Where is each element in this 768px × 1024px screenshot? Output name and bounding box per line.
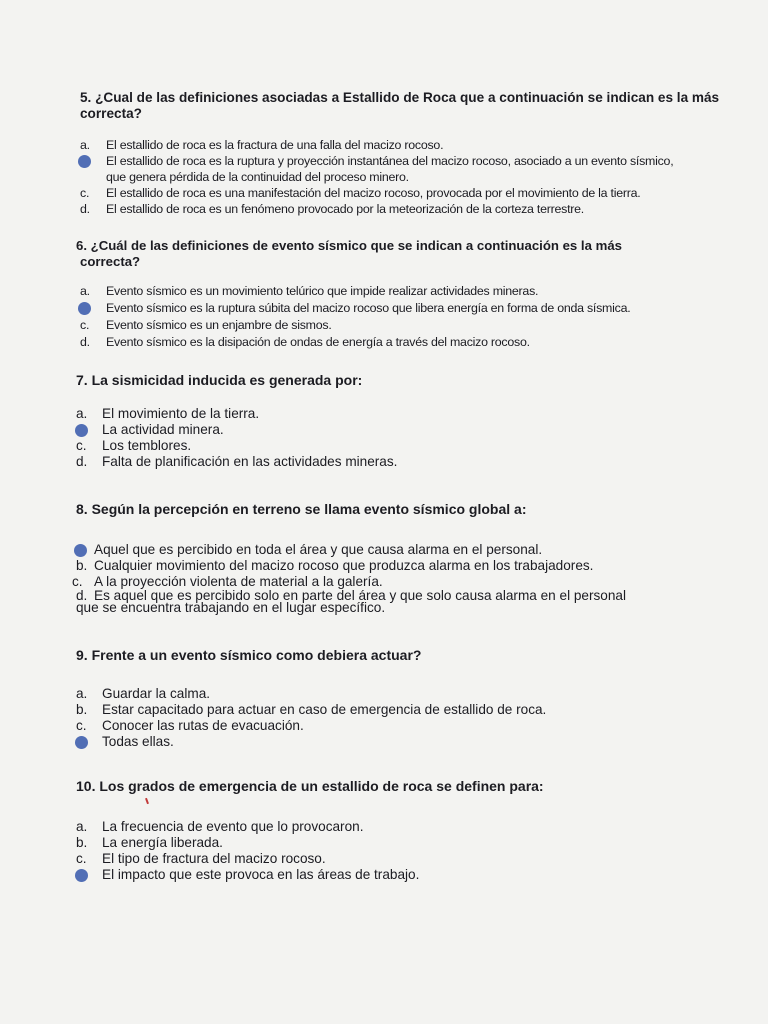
- question-title: [0, 90, 768, 122]
- option-letter: c.: [80, 186, 90, 200]
- option-b[interactable]: [76, 835, 768, 851]
- option-b[interactable]: [76, 702, 768, 718]
- question-5: [0, 90, 768, 217]
- option-a[interactable]: [76, 686, 768, 702]
- option-b[interactable]: [76, 558, 768, 574]
- option-text: Falta de planificación en las actividades mineras.: [102, 454, 398, 469]
- option-text: Aquel que es percibido en toda el área y que causa alarma en el personal.: [94, 542, 543, 557]
- option-text: Cualquier movimiento del macizo rocoso que produzca alarma en los trabajadores.: [94, 558, 594, 573]
- option-text: Evento sísmico es un enjambre de sismos.: [106, 318, 332, 332]
- option-d[interactable]: [80, 201, 768, 217]
- title-line: 6. ¿Cuál de las definiciones de evento sísmico que se indican a continuación es la más: [76, 238, 622, 253]
- options-list: [0, 686, 768, 750]
- option-c[interactable]: [80, 185, 768, 201]
- options-list: [0, 819, 768, 883]
- option-text: La energía liberada.: [102, 835, 223, 850]
- option-text: A la proyección violenta de material a la galería.: [94, 574, 383, 589]
- option-a[interactable]: [80, 137, 768, 153]
- question-7: [0, 371, 768, 470]
- option-b[interactable]: [102, 422, 768, 438]
- option-letter: b.: [76, 558, 88, 573]
- option-d[interactable]: [102, 734, 768, 750]
- option-d[interactable]: [76, 454, 768, 470]
- question-8: [0, 500, 768, 614]
- question-title: 10. Los grados de emergencia de un estallido de roca se definen para:: [76, 778, 544, 794]
- option-a[interactable]: [76, 819, 768, 835]
- option-a[interactable]: [94, 542, 768, 558]
- option-text: La actividad minera.: [102, 422, 224, 437]
- option-text: Guardar la calma.: [102, 686, 211, 701]
- question-title: [0, 238, 768, 270]
- option-text: Los temblores.: [102, 438, 192, 453]
- question-10: [0, 777, 768, 883]
- option-text: Evento sísmico es la disipación de ondas de energía a través del macizo rocoso.: [106, 335, 530, 349]
- option-c[interactable]: [76, 438, 768, 454]
- answer-mark: [78, 155, 91, 168]
- option-letter: c.: [72, 574, 83, 589]
- option-text: El estallido de roca es la ruptura y proyección instantánea del macizo rocoso, asociado a un evento sísmico,: [106, 154, 674, 168]
- option-letter: d.: [76, 588, 88, 603]
- option-c[interactable]: [76, 851, 768, 867]
- option-letter: d.: [76, 454, 88, 469]
- answer-mark: [75, 736, 88, 749]
- option-letter: a.: [76, 406, 88, 421]
- option-a[interactable]: [76, 406, 768, 422]
- title-line: correcta?: [80, 254, 141, 269]
- option-letter: c.: [80, 318, 90, 332]
- question-6: [0, 238, 768, 351]
- option-text-continued: que se encuentra trabajando en el lugar específico.: [76, 600, 386, 615]
- question-9: [0, 646, 768, 750]
- option-letter: b.: [76, 835, 88, 850]
- options-list: [0, 542, 768, 614]
- option-letter: a.: [76, 686, 88, 701]
- option-letter: a.: [76, 819, 88, 834]
- option-letter: c.: [76, 718, 87, 733]
- option-letter: d.: [80, 335, 90, 349]
- option-text: El tipo de fractura del macizo rocoso.: [102, 851, 326, 866]
- option-letter: a.: [80, 138, 90, 152]
- option-text: La frecuencia de evento que lo provocaron.: [102, 819, 364, 834]
- options-list: [0, 137, 768, 217]
- question-title: 9. Frente a un evento sísmico como debiera actuar?: [76, 647, 422, 663]
- title-line: 5. ¿Cual de las definiciones asociadas a Estallido de Roca que a continuación se indican es la más: [80, 90, 720, 105]
- answer-mark: [75, 869, 88, 882]
- option-c[interactable]: [76, 718, 768, 734]
- option-text: Es aquel que es percibido solo en parte del área y que solo causa alarma en el personal: [94, 588, 627, 603]
- option-d[interactable]: [76, 588, 768, 615]
- option-text: Estar capacitado para actuar en caso de emergencia de estallido de roca.: [102, 702, 547, 717]
- option-text: Evento sísmico es un movimiento telúrico que impide realizar actividades mineras.: [106, 284, 539, 298]
- option-text: Evento sísmico es la ruptura súbita del macizo rocoso que libera energía en forma de onda sísmica.: [106, 301, 631, 315]
- option-d[interactable]: [80, 334, 768, 351]
- option-text: El estallido de roca es un fenómeno provocado por la meteorización de la corteza terrestre.: [106, 202, 584, 216]
- answer-mark: [74, 544, 87, 557]
- question-title: 8. Según la percepción en terreno se llama evento sísmico global a:: [76, 501, 527, 517]
- option-text: Todas ellas.: [102, 734, 174, 749]
- options-list: [0, 406, 768, 470]
- option-letter: c.: [76, 851, 87, 866]
- option-text: El movimiento de la tierra.: [102, 406, 260, 421]
- option-d[interactable]: [102, 867, 768, 883]
- option-letter: a.: [80, 284, 90, 298]
- option-letter: b.: [76, 702, 88, 717]
- options-list: [0, 283, 768, 351]
- option-text: Conocer las rutas de evacuación.: [102, 718, 304, 733]
- option-c[interactable]: [80, 317, 768, 334]
- option-letter: d.: [80, 202, 90, 216]
- option-text: El estallido de roca es una manifestación del macizo rocoso, provocada por el movimiento de la tierra.: [106, 186, 641, 200]
- option-text-continued: que genera pérdida de la continuidad del proceso minero.: [106, 170, 409, 184]
- question-title: 7. La sismicidad inducida es generada por:: [76, 372, 363, 388]
- option-b[interactable]: [106, 153, 768, 185]
- option-a[interactable]: [80, 283, 768, 300]
- option-b[interactable]: [106, 300, 768, 317]
- option-text: El estallido de roca es la fractura de una falla del macizo rocoso.: [106, 138, 444, 152]
- title-line: correcta?: [80, 106, 142, 121]
- option-letter: c.: [76, 438, 87, 453]
- answer-mark: [75, 424, 88, 437]
- option-text: El impacto que este provoca en las áreas de trabajo.: [102, 867, 420, 882]
- answer-mark: [78, 302, 91, 315]
